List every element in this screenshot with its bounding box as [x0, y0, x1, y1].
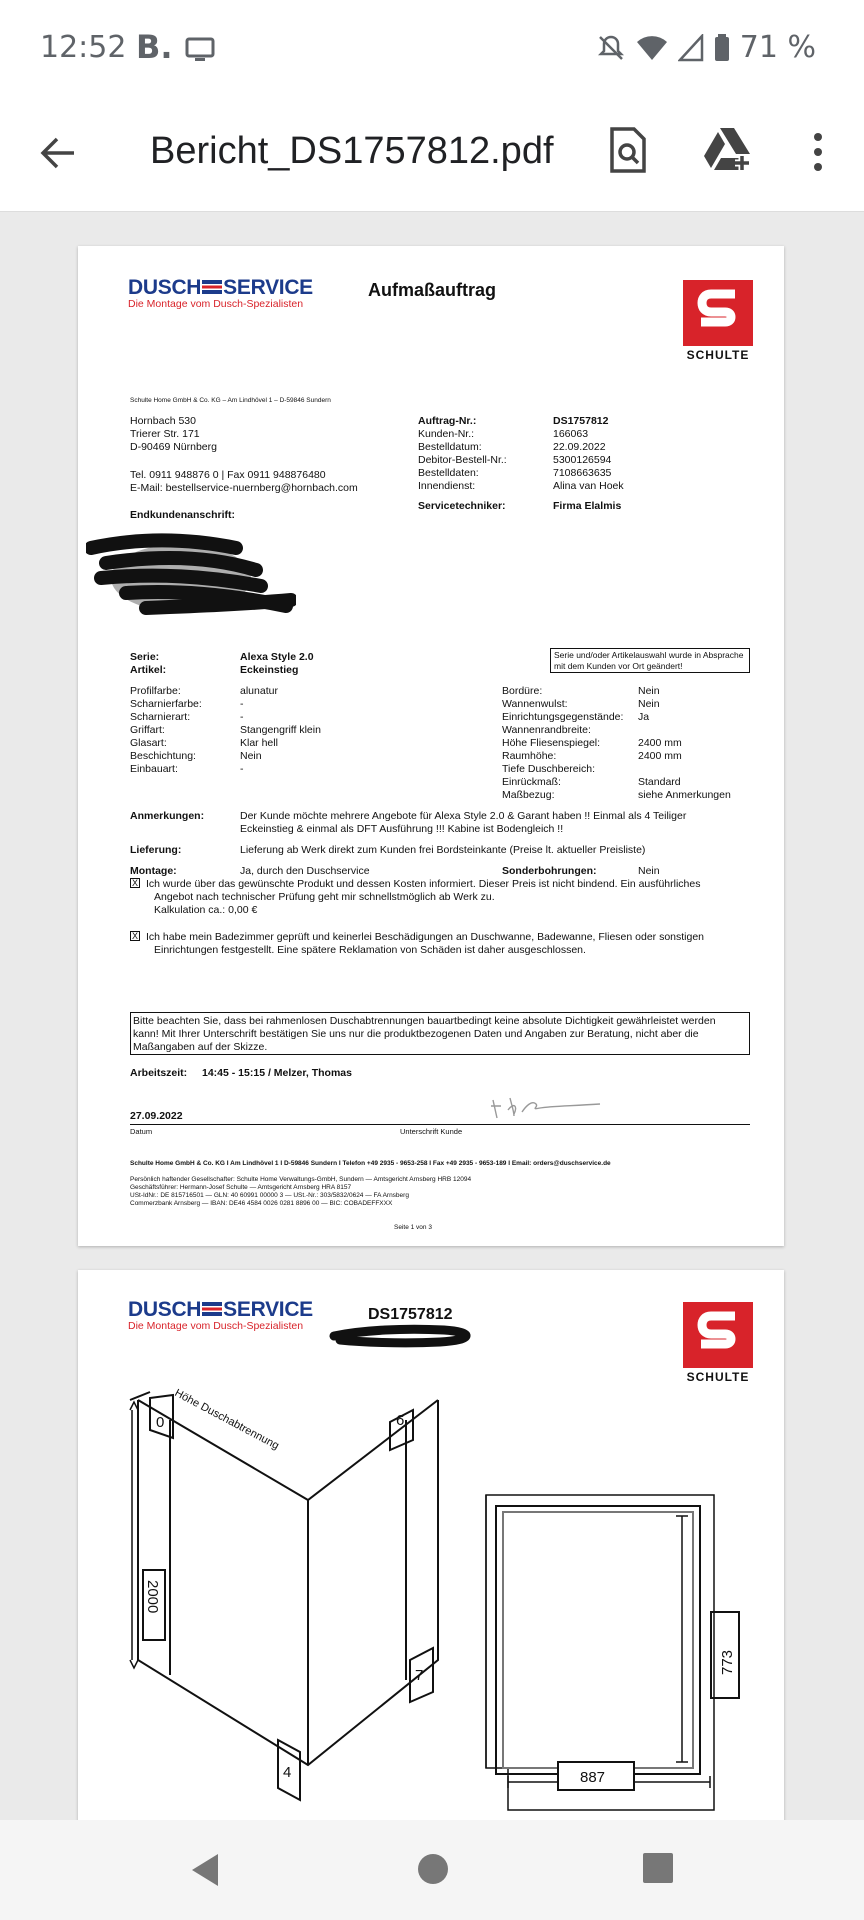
notice-line-2: kann! Mit Ihrer Unterschrift bestätigen Sie uns nur die produktbezogenen Daten und Angaben zur Beratung, nicht aber die — [133, 1028, 699, 1040]
notice-box — [130, 1012, 750, 1055]
prop-key: Glasart: — [130, 737, 167, 749]
customer-signature — [488, 1092, 608, 1122]
footer-line-2: Geschäftsführer: Hermann-Josef Schulte — Amtsgericht Arnsberg HRA 8157 — [130, 1184, 352, 1191]
phone-fax: Tel. 0911 948876 0 | Fax 0911 948876480 — [130, 469, 326, 481]
prop-value: Ja — [638, 711, 650, 723]
email-line: E-Mail: bestellservice-nuernberg@hornbach.com — [130, 482, 358, 494]
dim-773: 773 — [719, 1649, 736, 1675]
calculation: Kalkulation ca.: 0,00 € — [154, 904, 258, 916]
order-key-1: Kunden-Nr.: — [418, 428, 475, 440]
prop-key: Bordüre: — [502, 685, 543, 697]
footer-line-1: Persönlich haftender Gesellschafter: Schulte Home Verwaltungs-GmbH, Sundern — Amtsgericht Arnsberg HRB 12094 — [130, 1176, 472, 1183]
dim-0: 0 — [156, 1414, 165, 1431]
more-options-icon[interactable] — [810, 132, 826, 172]
prop-key: Wannenwulst: — [502, 698, 568, 710]
prop-key: Raumhöhe: — [502, 750, 557, 762]
system-nav-bar — [0, 1820, 864, 1920]
special-drilling-value: Nein — [638, 865, 660, 877]
app-bar — [0, 96, 864, 212]
prop-value: - — [240, 698, 244, 710]
artikel-label: Artikel: — [130, 664, 167, 676]
footer-company: Schulte Home GmbH & Co. KG I Am Lindhövel 1 I D-59846 Sundern I Telefon +49 2935 - 9653-258 I Fax +49 2935 - 9653-189 I Email: orders@duschservice.de — [130, 1160, 611, 1167]
change-note-box — [550, 648, 750, 673]
checkbox-1: X — [131, 878, 138, 888]
order-key-4: Bestelldaten: — [418, 467, 479, 479]
dim-4: 4 — [283, 1764, 292, 1781]
cast-icon — [184, 36, 216, 64]
assembly-label: Montage: — [130, 865, 177, 877]
logo-subtitle: Die Montage vom Dusch-Spezialisten — [128, 298, 304, 310]
prop-key: Einbauart: — [130, 763, 178, 775]
pdf-page-1 — [78, 246, 784, 1246]
remarks-line-1: Der Kunde möchte mehrere Angebote für Alexa Style 2.0 & Garant haben !! Einmal als 4 Teiliger — [240, 810, 687, 822]
checkbox-2: X — [131, 931, 138, 941]
notice-line-3: Maßangaben auf der Skizze. — [133, 1041, 268, 1053]
address-line-1: Hornbach 530 — [130, 415, 196, 427]
prop-key: Einrückmaß: — [502, 776, 561, 788]
checkbox-2-line-2: Einrichtungen festgestellt. Eine spätere Reklamation von Schäden ist daher ausgeschlossen. — [154, 944, 586, 956]
signature-line — [130, 1124, 750, 1125]
add-to-drive-icon[interactable] — [704, 126, 754, 174]
back-arrow-icon[interactable] — [40, 136, 76, 170]
remarks-label: Anmerkungen: — [130, 810, 205, 822]
duschservice-logo: DUSCH SERVICE — [128, 276, 313, 299]
battery-percent: 71 % — [739, 30, 816, 65]
mute-icon — [596, 33, 626, 63]
prop-key: Beschichtung: — [130, 750, 196, 762]
order-key-2: Bestelldatum: — [418, 441, 482, 453]
nav-recents-icon[interactable] — [642, 1852, 674, 1884]
order-key-5: Innendienst: — [418, 480, 476, 492]
footer-line-3: USt-IdNr.: DE 815716501 — GLN: 40 60991 00000 3 — USt.-Nr.: 303/5832/0624 — FA Arnsberg — [130, 1192, 409, 1199]
height-label: Höhe Duschabtrennung — [172, 1387, 281, 1453]
prop-value: Klar hell — [240, 737, 278, 749]
assembly-value: Ja, durch den Duschservice — [240, 865, 370, 877]
prop-value: - — [240, 763, 244, 775]
technician-label: Servicetechniker: — [418, 500, 506, 512]
delivery-label: Lieferung: — [130, 844, 182, 856]
document-heading: Aufmaßauftrag — [368, 280, 497, 300]
find-in-page-icon[interactable] — [608, 126, 648, 174]
dim-887: 887 — [580, 1769, 606, 1786]
logo-subtitle: Die Montage vom Dusch-Spezialisten — [128, 1320, 304, 1332]
address-line-2: Trierer Str. 171 — [130, 428, 200, 440]
pdf-page-2 — [78, 1270, 784, 1820]
prop-value: Nein — [638, 685, 660, 697]
order-value-3: 5300126594 — [553, 454, 612, 466]
dim-2000: 2000 — [144, 1580, 161, 1614]
prop-key: Maßbezug: — [502, 789, 555, 801]
nav-home-icon[interactable] — [416, 1852, 450, 1886]
address-line-3: D-90469 Nürnberg — [130, 441, 217, 453]
prop-key: Einrichtungsgegenstände: — [502, 711, 624, 723]
footer-line-4: Commerzbank Arnsberg — IBAN: DE46 4584 0026 0281 8896 00 — BIC: COBADEFFXXX — [130, 1200, 393, 1207]
prop-value: 2400 mm — [638, 750, 682, 762]
date-caption: Datum — [130, 1127, 153, 1136]
dim-7: 7 — [415, 1667, 424, 1684]
status-right — [596, 30, 816, 65]
prop-value: - — [240, 711, 244, 723]
notice-line-1: Bitte beachten Sie, dass bei rahmenlosen Duschabtrennungen bauartbedingt keine absolute Dichtigkeit gewährleistet werden — [133, 1015, 716, 1027]
order-key-0: Auftrag-Nr.: — [418, 415, 477, 427]
shower-sketch — [78, 1380, 784, 1820]
schulte-logo: SCHULTE — [683, 1302, 753, 1384]
prop-key: Scharnierart: — [130, 711, 191, 723]
technician-value: Firma Elalmis — [553, 500, 622, 512]
checkbox-damage: X Ich habe mein Badezimmer geprüft und keinerlei Beschädigungen an Duschwanne, Badewanne, Fliesen oder sonstigen — [131, 931, 705, 943]
prop-value: alunatur — [240, 685, 278, 697]
order-value-2: 22.09.2022 — [553, 441, 606, 453]
app-notification-icon: B. — [136, 28, 173, 66]
prop-value: 2400 mm — [638, 737, 682, 749]
worktime-label: Arbeitszeit: — [130, 1067, 188, 1079]
serie-label: Serie: — [130, 651, 160, 663]
delivery-value: Lieferung ab Werk direkt zum Kunden frei Bordsteinkante (Preise lt. aktueller Preisliste) — [240, 844, 646, 856]
duschservice-logo: DUSCH SERVICE — [128, 1298, 313, 1321]
prop-value: Stangengriff klein — [240, 724, 321, 736]
battery-icon — [714, 34, 730, 62]
sketch-order-number: DS1757812 — [368, 1306, 453, 1323]
change-note-text: Serie und/oder Artikelauswahl wurde in Absprache mit dem Kunden vor Ort geändert! — [554, 650, 744, 671]
artikel-value: Eckeinstieg — [240, 664, 299, 676]
page-number: Seite 1 von 3 — [394, 1224, 432, 1231]
prop-value: Nein — [638, 698, 660, 710]
worktime-value: 14:45 - 15:15 / Melzer, Thomas — [202, 1067, 352, 1079]
prop-key: Höhe Fliesenspiegel: — [502, 737, 601, 749]
serie-value: Alexa Style 2.0 — [240, 651, 314, 663]
signal-icon — [678, 34, 704, 62]
status-bar — [0, 0, 864, 96]
pdf-viewer[interactable] — [0, 212, 864, 1820]
order-value-0: DS1757812 — [553, 415, 609, 427]
remarks-line-2: Eckeinstieg & einmal als DFT Ausführung !!! Kabine ist Bodengleich !! — [240, 823, 564, 835]
dim-6: 6 — [396, 1412, 405, 1429]
status-time: 12:52 — [40, 30, 127, 65]
document-title: Bericht_DS1757812.pdf — [150, 130, 554, 172]
checkbox-1-line-2: Angebot nach technischer Prüfung geht mir schnellstmöglich ab Werk zu. — [154, 891, 495, 903]
prop-key: Griffart: — [130, 724, 165, 736]
redaction-scribble — [328, 1320, 478, 1352]
order-key-3: Debitor-Bestell-Nr.: — [418, 454, 507, 466]
prop-key: Scharnierfarbe: — [130, 698, 202, 710]
order-value-4: 7108663635 — [553, 467, 612, 479]
prop-key: Tiefe Duschbereich: — [502, 763, 595, 775]
end-customer-label: Endkundenanschrift: — [130, 509, 236, 521]
prop-value: siehe Anmerkungen — [638, 789, 731, 801]
sender-line: Schulte Home GmbH & Co. KG – Am Lindhövel 1 – D-59846 Sundern — [130, 397, 331, 404]
order-value-5: Alina van Hoek — [553, 480, 624, 492]
order-value-1: 166063 — [553, 428, 589, 440]
prop-key: Profilfarbe: — [130, 685, 181, 697]
redacted-address — [86, 518, 296, 618]
prop-value: Nein — [240, 750, 262, 762]
special-drilling-label: Sonderbohrungen: — [502, 865, 597, 877]
nav-back-icon[interactable] — [188, 1850, 222, 1890]
signature-caption: Unterschrift Kunde — [400, 1127, 463, 1136]
wifi-icon — [636, 34, 668, 62]
prop-key: Wannenrandbreite: — [502, 724, 591, 736]
date-value: 27.09.2022 — [130, 1110, 183, 1122]
prop-value: Standard — [638, 776, 681, 788]
checkbox-info: X Ich wurde über das gewünschte Produkt und dessen Kosten informiert. Dieser Preis ist nicht bindend. Ein ausführliches — [131, 878, 701, 890]
schulte-logo: SCHULTE — [683, 280, 753, 362]
